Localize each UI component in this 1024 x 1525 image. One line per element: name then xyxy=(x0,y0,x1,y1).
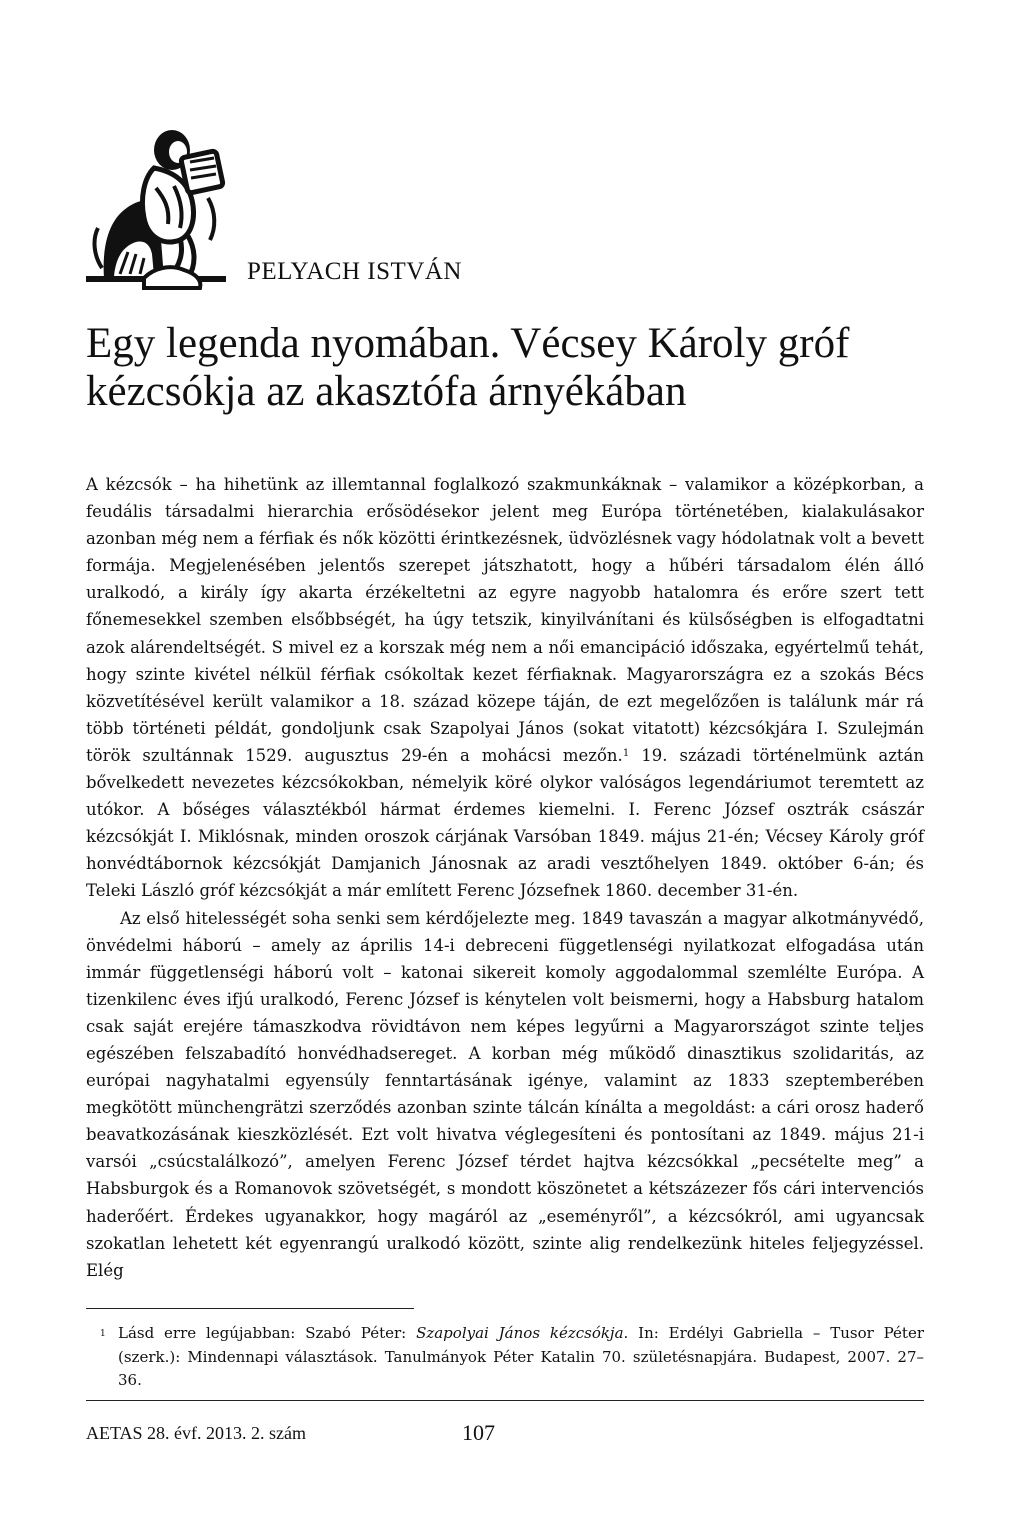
footer-rule xyxy=(86,1400,924,1401)
footnote-1 xyxy=(86,1322,924,1393)
article-title: Egy legenda nyomában. Vécsey Károly gróf kézcsókja az akasztófa árnyékában xyxy=(86,320,850,415)
paragraph-1 xyxy=(86,471,924,905)
footnote-text-suffix: In: Erdélyi Gabriella – Tusor Péter (szerk.): Mindennapi választások. Tanulmányok Péter Katalin 70. születésnapjára. Budapest, 2007. 27–36. xyxy=(118,1324,924,1389)
footnote-text-prefix: Lásd erre legújabban: Szabó Péter: xyxy=(118,1324,417,1342)
article-body xyxy=(86,471,924,1284)
footnote-mark: 1 xyxy=(100,1329,106,1339)
paragraph-1-text-b: 19. századi történelmünk aztán bővelkedett nevezetes kézcsókokban, némelyik köré olykor valóságos legendáriumot teremtett az utókor. A bőséges választékból hármat érdemes kiemelni. I. Ferenc József osztrák császár kézcsókját I. Miklósnak, minden oroszok cárjának Varsóban 1849. május 21-én; Vécsey Károly gróf honvédtábornok kézcsókját Damjanich Jánosnak az aradi vesztőhelyen 1849. október 6-án; és Teleki László gróf kézcsókját a már említett Ferenc Józsefnek 1860. december 31-én. xyxy=(86,745,924,901)
page-number: 107 xyxy=(462,1420,495,1445)
footnote-reference[interactable]: 1 xyxy=(622,747,630,759)
paragraph-1-text-a: A kézcsók – ha hihetünk az illemtannal foglalkozó szakmunkáknak – valamikor a középkorban, a feudális társadalmi hierarchia erősödésekor jelent meg Európa történetében, kialakulásakor azonban még nem a férfiak és nők közötti érintkezésnek, üdvözlésnek vagy hódolatnak volt a bevett formája. Megjelenésében jelentős szerepet játszhatott, hogy a hűbéri társadalom élén álló uralkodó, a király így akarta érzékeltetni az egyre nagyobb hatalomra és erőre szert tett főnemesekkel szemben elsőbbségét, ha úgy tetszik, kinyilvánítani és külsőségben is elfogadtatni azok alárendeltségét. S mivel ez a korszak még nem a női emancipáció időszaka, egyértelmű tehát, hogy szinte kivétel nélkül férfiak csókoltak kezet férfiaknak. Magyarországra ez a szokás Bécs közvetítésével került valamikor a 18. század közepe táján, de ezt megelőzően is találunk már rá több történeti példát, gondoljunk csak Szapolyai János (sokat vitatott) kézcsókjára I. Szulejmán török szultánnak 1529. augusztus 29-én a mohácsi mezőn. xyxy=(86,475,924,765)
footnote-separator xyxy=(86,1308,414,1309)
journal-logo xyxy=(84,128,234,296)
journal-citation: AETAS 28. évf. 2013. 2. szám xyxy=(86,1423,307,1443)
footnote-cited-title: Szapolyai János kézcsókja. xyxy=(416,1324,629,1342)
author-name: PELYACH ISTVÁN xyxy=(247,258,462,285)
paragraph-2: Az első hitelességét soha senki sem kérdőjelezte meg. 1849 tavaszán a magyar alkotmányvédő, önvédelmi háború – amely az április 14-i debreceni függetlenségi nyilatkozat elfogadása után immár függetlenségi háború volt – katonai sikereit komoly aggodalommal szemlélte Európa. A tizenkilenc éves ifjú uralkodó, Ferenc József is kénytelen volt beismerni, hogy a Habsburg hatalom csak saját erejére támaszkodva rövidtávon nem képes legyűrni a Magyarországot szinte teljes egészében felszabadító honvédhadsereget. A korban még működő dinasztikus szolidaritás, az európai nagyhatalmi egyensúly fenntartásának igénye, valamint az 1833 szeptemberében megkötött münchengrätzi szerződés azonban szinte tálcán kínálta a megoldást: a cári orosz haderő beavatkozásának kieszközlését. Ezt volt hivatva véglegesíteni és pontosítani az 1849. május 21-i varsói „csúcstalálkozó”, amelyen Ferenc József térdet hajtva kézcsókkal „pecsételte meg” a Habsburgok és a Romanovok szövetségét, s mondott köszönetet a kétszázezer fős cári intervenciós haderőért. Érdekes ugyanakkor, hogy magáról az „eseményről”, a kézcsókról, ami ugyancsak szokatlan lehetett két egyenrangú uralkodó között, szinte alig rendelkezünk hiteles feljegyzéssel. Elég xyxy=(86,908,924,1280)
